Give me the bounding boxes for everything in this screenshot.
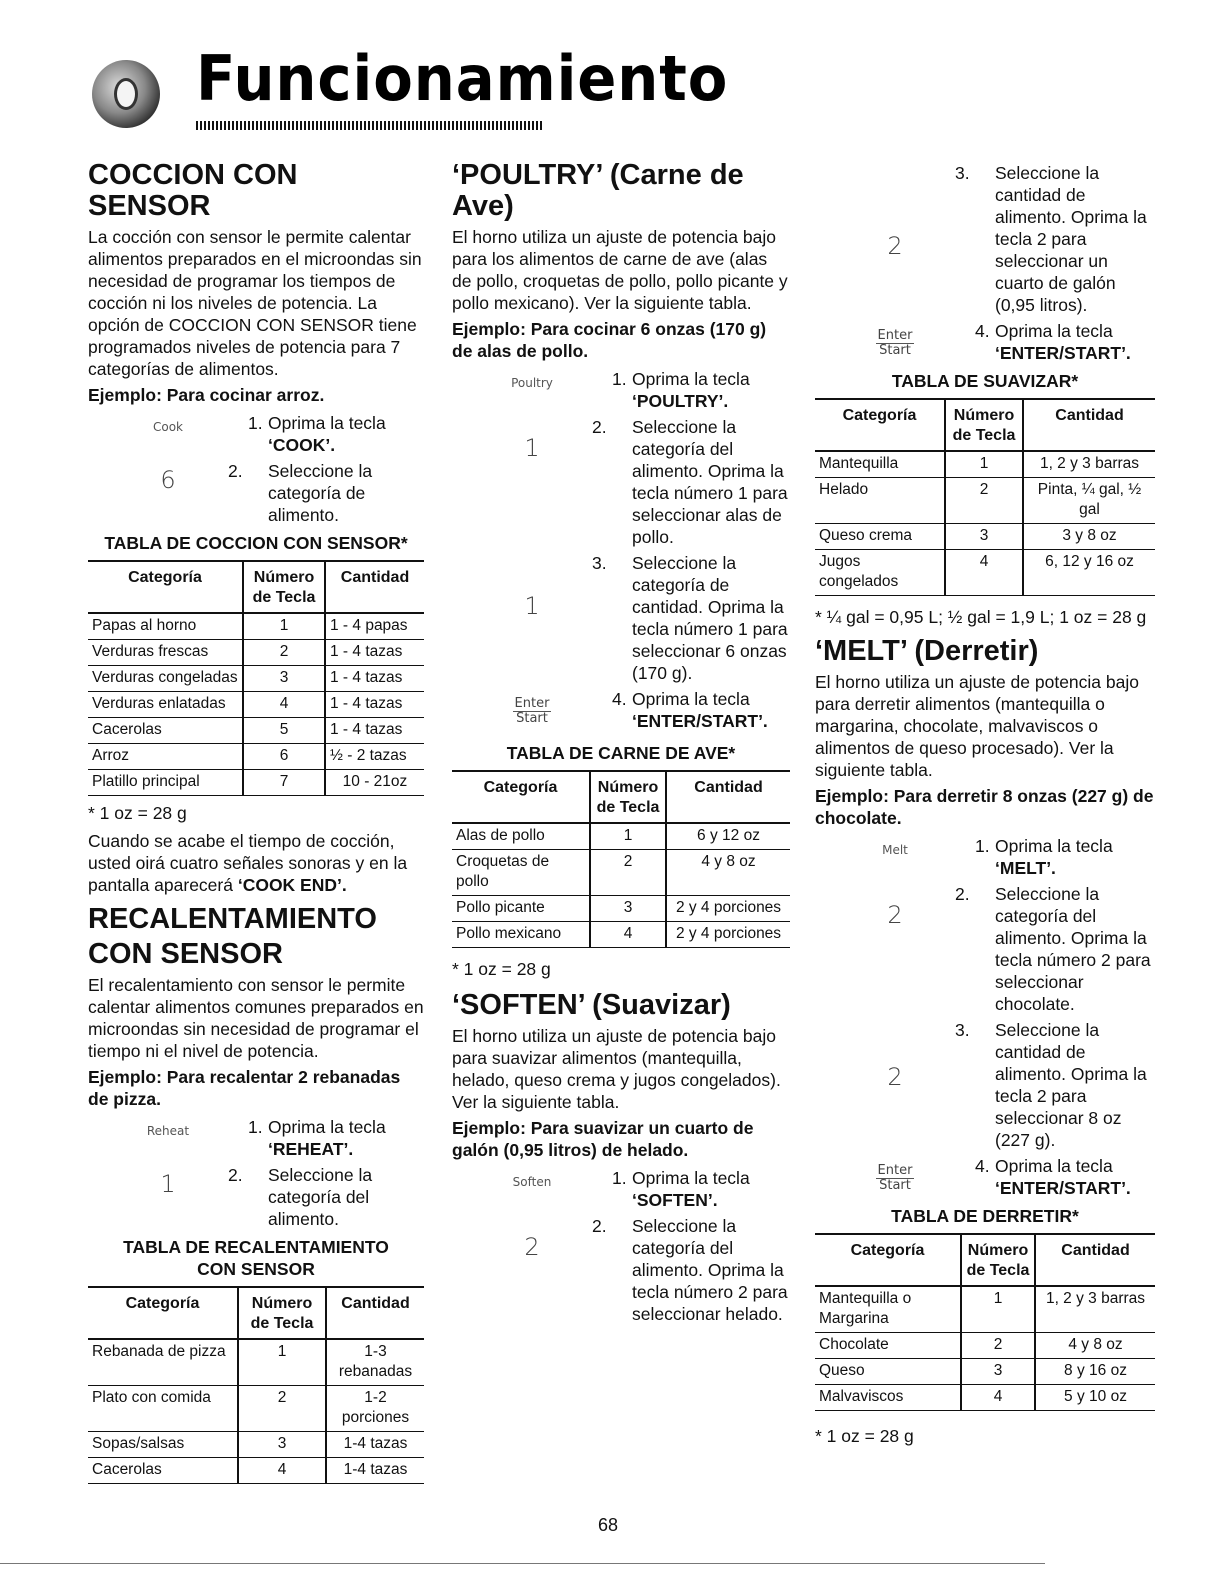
step-number: 4. xyxy=(612,689,627,709)
table-cell: 5 y 10 oz xyxy=(1035,1385,1155,1411)
table-cell: Mantequilla xyxy=(815,451,945,478)
enter-label: Enter xyxy=(514,695,550,711)
table-cell: 4 xyxy=(238,1458,326,1484)
table-cell: Sopas/salsas xyxy=(88,1432,238,1458)
soften-table-title: TABLA DE SUAVIZAR* xyxy=(891,371,1079,391)
table-cell: Jugos congelados xyxy=(815,550,945,596)
step-text: Oprima la tecla xyxy=(632,689,750,709)
table-row xyxy=(88,744,424,770)
step-number: 1. xyxy=(248,413,263,433)
step-number: 2. xyxy=(592,1216,607,1236)
table-header: Número de Tecla xyxy=(961,1234,1035,1286)
table-cell: 1, 2 y 3 barras xyxy=(1023,451,1155,478)
table-cell: Malvaviscos xyxy=(815,1385,961,1411)
poultry-footnote: * 1 oz = 28 g xyxy=(452,959,551,979)
step-key-label: ‘ENTER/START’. xyxy=(632,711,768,731)
table-cell: 4 y 8 oz xyxy=(666,850,790,896)
melt-step-4 xyxy=(815,1155,1155,1199)
table-cell: 2 xyxy=(238,1386,326,1432)
poultry-step-3 xyxy=(452,552,790,684)
number-key-icon: 2 xyxy=(887,232,903,260)
table-cell: Alas de pollo xyxy=(452,823,590,850)
table-cell: 1 - 4 tazas xyxy=(325,666,424,692)
table-cell: 2 y 4 porciones xyxy=(666,896,790,922)
table-cell: 1-2 porciones xyxy=(326,1386,424,1432)
recal-table xyxy=(88,1286,424,1484)
table-cell: 1 xyxy=(238,1339,326,1386)
table-cell: ½ - 2 tazas xyxy=(325,744,424,770)
recal-intro: El recalentamiento con sensor le permite calentar alimentos comunes preparados en microondas sin necesidad de programar el tiempo ni el nivel de potencia. xyxy=(88,975,424,1061)
table-header: Cantidad xyxy=(1023,399,1155,451)
step-text: Oprima la tecla xyxy=(268,413,386,433)
enter-start-key-icon xyxy=(815,320,975,364)
step-text: Seleccione la cantidad de alimento. Oprima la tecla 2 para seleccionar 8 oz (227 g). xyxy=(995,1020,1147,1150)
table-header: Número de Tecla xyxy=(238,1287,326,1339)
table-cell: Mantequilla o Margarina xyxy=(815,1286,961,1333)
melt-example: Ejemplo: Para derretir 8 onzas (227 g) de chocolate. xyxy=(815,786,1154,828)
table-cell: Pinta, ¼ gal, ½ gal xyxy=(1023,478,1155,524)
table-cell: Papas al horno xyxy=(88,613,243,640)
after-bold: ‘COOK END’. xyxy=(237,875,347,895)
soften-example: Ejemplo: Para suavizar un cuarto de galón (0,95 litros) de helado. xyxy=(452,1118,754,1160)
step-number: 2. xyxy=(228,461,243,481)
enter-label: Enter xyxy=(877,327,913,343)
melt-intro: El horno utiliza un ajuste de potencia bajo para derretir alimentos (mantequilla o margarina, chocolate, malvaviscos o alimentos de queso procesado). Ver la siguiente tabla. xyxy=(815,672,1139,780)
table-row xyxy=(88,640,424,666)
table-cell: Helado xyxy=(815,478,945,524)
table-row xyxy=(88,666,424,692)
table-cell: 3 xyxy=(243,666,325,692)
table-cell: 3 xyxy=(238,1432,326,1458)
table-cell: 1 xyxy=(961,1286,1035,1333)
step-number: 1. xyxy=(612,1168,627,1188)
recal-table-title-2: CON SENSOR xyxy=(197,1259,315,1279)
table-cell: Cacerolas xyxy=(88,718,243,744)
number-key-icon: 6 xyxy=(160,466,176,494)
step-text: Seleccione la cantidad de alimento. Oprima la tecla 2 para seleccionar un cuarto de galón (0,95 litros). xyxy=(995,163,1147,315)
step-key-label: ‘POULTRY’. xyxy=(632,391,729,411)
table-cell: 10 - 21oz xyxy=(325,770,424,796)
melt-title: ‘MELT’ (Derretir) xyxy=(815,635,1039,667)
step-number: 4. xyxy=(975,1156,990,1176)
column-2 xyxy=(452,160,790,1329)
table-cell: 2 xyxy=(590,850,666,896)
poultry-step-4 xyxy=(452,688,790,732)
recal-title-1: RECALENTAMIENTO xyxy=(88,903,377,935)
table-cell: 1 - 4 tazas xyxy=(325,718,424,744)
soften-title: ‘SOFTEN’ (Suavizar) xyxy=(452,989,731,1021)
table-cell: Pollo picante xyxy=(452,896,590,922)
table-row xyxy=(88,770,424,796)
step-text: Oprima la tecla xyxy=(632,1168,750,1188)
table-row xyxy=(88,1458,424,1484)
table-cell: 1 xyxy=(945,451,1023,478)
soften-key-icon: Soften xyxy=(512,1175,552,1189)
page-title: Funcionamiento xyxy=(196,42,729,115)
step-text: Seleccione la categoría del alimento. Oprima la tecla número 1 para seleccionar alas de pollo. xyxy=(632,417,788,547)
recal-step-2 xyxy=(88,1164,424,1230)
table-row xyxy=(815,1385,1155,1411)
coccion-footnote: * 1 oz = 28 g xyxy=(88,803,187,823)
soften-intro: El horno utiliza un ajuste de potencia bajo para suavizar alimentos (mantequilla, helado, queso crema y jugos congelados). Ver la siguiente tabla. xyxy=(452,1026,781,1112)
coccion-step-1 xyxy=(88,412,424,456)
start-label: Start xyxy=(879,342,911,358)
table-cell: 2 xyxy=(961,1333,1035,1359)
step-key-label: ‘COOK’. xyxy=(268,435,336,455)
table-cell: 6 xyxy=(243,744,325,770)
title-underline xyxy=(196,121,542,130)
poultry-example: Ejemplo: Para cocinar 6 onzas (170 g) de alas de pollo. xyxy=(452,319,767,361)
table-cell: 6, 12 y 16 oz xyxy=(1023,550,1155,596)
table-cell: Plato con comida xyxy=(88,1386,238,1432)
table-row xyxy=(815,1359,1155,1385)
step-text: Seleccione la categoría del alimento. Oprima la tecla número 2 para seleccionar helado. xyxy=(632,1216,788,1324)
soften-footnote: * ¼ gal = 0,95 L; ½ gal = 1,9 L; 1 oz = 28 g xyxy=(815,607,1147,627)
melt-step-2 xyxy=(815,883,1155,1015)
soften-step-4 xyxy=(815,320,1155,364)
number-key-icon: 1 xyxy=(524,434,540,462)
melt-table-title: TABLA DE DERRETIR* xyxy=(891,1206,1079,1226)
table-header: Categoría xyxy=(815,399,945,451)
poultry-key-icon: Poultry xyxy=(511,376,553,390)
number-key-icon: 1 xyxy=(524,592,540,620)
step-number: 3. xyxy=(955,163,970,183)
table-row xyxy=(88,692,424,718)
column-3 xyxy=(815,162,1155,1453)
table-cell: 7 xyxy=(243,770,325,796)
table-cell: Croquetas de pollo xyxy=(452,850,590,896)
step-key-label: ‘ENTER/START’. xyxy=(995,1178,1131,1198)
table-row xyxy=(88,1432,424,1458)
table-header: Cantidad xyxy=(1035,1234,1155,1286)
table-cell: 1-3 rebanadas xyxy=(326,1339,424,1386)
coccion-intro: La cocción con sensor le permite calentar alimentos preparados en el microondas sin necesidad de programar los tiempos de cocción ni los niveles de potencia. La opción de COCCION CON SENSOR tiene programados niveles de potencia para 7 categorías de alimentos. xyxy=(88,227,422,379)
reheat-key-icon: Reheat xyxy=(146,1124,190,1138)
column-1 xyxy=(88,160,424,1484)
table-cell: 4 xyxy=(243,692,325,718)
step-number: 3. xyxy=(955,1020,970,1040)
table-cell: Verduras congeladas xyxy=(88,666,243,692)
table-cell: 1, 2 y 3 barras xyxy=(1035,1286,1155,1333)
table-row xyxy=(88,1339,424,1386)
step-number: 2. xyxy=(228,1165,243,1185)
table-cell: 4 y 8 oz xyxy=(1035,1333,1155,1359)
table-cell: Verduras enlatadas xyxy=(88,692,243,718)
start-label: Start xyxy=(879,1177,911,1193)
soften-step-2 xyxy=(452,1215,790,1325)
table-cell: 3 xyxy=(945,524,1023,550)
table-row xyxy=(452,850,790,896)
table-cell: 2 xyxy=(945,478,1023,524)
table-cell: 1 - 4 tazas xyxy=(325,692,424,718)
start-label: Start xyxy=(516,710,548,726)
table-cell: 1 - 4 tazas xyxy=(325,640,424,666)
enter-label: Enter xyxy=(877,1162,913,1178)
step-number: 2. xyxy=(592,417,607,437)
melt-table xyxy=(815,1233,1155,1411)
dial-icon xyxy=(92,60,160,128)
table-cell: Verduras frescas xyxy=(88,640,243,666)
table-cell: Queso xyxy=(815,1359,961,1385)
table-cell: 6 y 12 oz xyxy=(666,823,790,850)
table-header: Categoría xyxy=(88,1287,238,1339)
table-row xyxy=(452,922,790,948)
table-header: Categoría xyxy=(452,771,590,823)
recal-step-1 xyxy=(88,1116,424,1160)
number-key-icon: 2 xyxy=(887,901,903,929)
poultry-intro: El horno utiliza un ajuste de potencia bajo para los alimentos de carne de ave (alas de pollo, croquetas de pollo, pollo picante y pollo mexicano). Ver la siguiente tabla. xyxy=(452,227,788,313)
step-key-label: ‘SOFTEN’. xyxy=(632,1190,718,1210)
table-header: Número de Tecla xyxy=(590,771,666,823)
step-text: Oprima la tecla xyxy=(995,836,1113,856)
table-cell: 1-4 tazas xyxy=(326,1458,424,1484)
step-text: Seleccione la categoría del alimento. Oprima la tecla número 2 para seleccionar chocolate. xyxy=(995,884,1151,1014)
recal-title-2: CON SENSOR xyxy=(88,938,283,970)
table-row xyxy=(815,524,1155,550)
table-header: Número de Tecla xyxy=(243,561,325,613)
poultry-title: ‘POULTRY’ (Carne de Ave) xyxy=(452,159,744,222)
recal-table-title-1: TABLA DE RECALENTAMIENTO xyxy=(123,1237,389,1257)
table-row xyxy=(452,823,790,850)
table-cell: 1 xyxy=(590,823,666,850)
step-number: 1. xyxy=(612,369,627,389)
soften-step-3 xyxy=(815,162,1155,316)
table-cell: 4 xyxy=(945,550,1023,596)
melt-step-1 xyxy=(815,835,1155,879)
table-row xyxy=(815,478,1155,524)
step-text: Seleccione la categoría de alimento. xyxy=(268,461,373,525)
footer-rule xyxy=(0,1563,1045,1564)
table-cell: 2 xyxy=(243,640,325,666)
coccion-title: COCCION CON SENSOR xyxy=(88,159,298,222)
table-cell: 2 y 4 porciones xyxy=(666,922,790,948)
melt-footnote: * 1 oz = 28 g xyxy=(815,1426,914,1446)
page-number: 68 xyxy=(598,1515,619,1535)
step-number: 2. xyxy=(955,884,970,904)
recal-example: Ejemplo: Para recalentar 2 rebanadas de pizza. xyxy=(88,1067,401,1109)
table-row xyxy=(88,1386,424,1432)
enter-start-key-icon xyxy=(452,688,612,732)
table-cell: 1-4 tazas xyxy=(326,1432,424,1458)
poultry-table xyxy=(452,770,790,948)
table-row xyxy=(815,451,1155,478)
poultry-step-1 xyxy=(452,368,790,412)
poultry-step-2 xyxy=(452,416,790,548)
table-cell: 3 xyxy=(590,896,666,922)
table-row xyxy=(452,896,790,922)
number-key-icon: 2 xyxy=(887,1063,903,1091)
coccion-after xyxy=(88,830,424,896)
table-header: Cantidad xyxy=(325,561,424,613)
table-cell: 1 xyxy=(243,613,325,640)
table-cell: Cacerolas xyxy=(88,1458,238,1484)
table-cell: Rebanada de pizza xyxy=(88,1339,238,1386)
table-row xyxy=(815,1333,1155,1359)
melt-step-3 xyxy=(815,1019,1155,1151)
table-cell: 3 xyxy=(961,1359,1035,1385)
step-key-label: ‘REHEAT’. xyxy=(268,1139,354,1159)
soften-table xyxy=(815,398,1155,596)
soften-step-1 xyxy=(452,1167,790,1211)
cook-key-icon: Cook xyxy=(152,420,183,434)
table-cell: 5 xyxy=(243,718,325,744)
table-cell: Chocolate xyxy=(815,1333,961,1359)
table-cell: 1 - 4 papas xyxy=(325,613,424,640)
table-header: Cantidad xyxy=(666,771,790,823)
number-key-icon: 2 xyxy=(524,1233,540,1261)
step-number: 1. xyxy=(248,1117,263,1137)
number-key-icon: 1 xyxy=(160,1170,176,1198)
step-key-label: ‘MELT’. xyxy=(995,858,1056,878)
table-row xyxy=(815,1286,1155,1333)
table-row xyxy=(88,613,424,640)
table-cell: Pollo mexicano xyxy=(452,922,590,948)
table-cell: Platillo principal xyxy=(88,770,243,796)
table-header: Categoría xyxy=(815,1234,961,1286)
step-text: Seleccione la categoría del alimento. xyxy=(268,1165,373,1229)
table-header: Categoría xyxy=(88,561,243,613)
step-key-label: ‘ENTER/START’. xyxy=(995,343,1131,363)
step-text: Oprima la tecla xyxy=(268,1117,386,1137)
step-text: Oprima la tecla xyxy=(995,321,1113,341)
enter-start-key-icon xyxy=(815,1155,975,1199)
step-number: 1. xyxy=(975,836,990,856)
table-header: Número de Tecla xyxy=(945,399,1023,451)
after-text: Cuando se acabe el tiempo de cocción, usted oirá cuatro señales sonoras y en la pantalla aparecerá xyxy=(88,831,408,895)
table-row xyxy=(815,550,1155,596)
table-cell: Arroz xyxy=(88,744,243,770)
step-text: Oprima la tecla xyxy=(632,369,750,389)
table-cell: Queso crema xyxy=(815,524,945,550)
table-row xyxy=(88,718,424,744)
table-cell: 4 xyxy=(961,1385,1035,1411)
coccion-example: Ejemplo: Para cocinar arroz. xyxy=(88,385,325,405)
melt-key-icon: Melt xyxy=(882,843,908,857)
table-cell: 3 y 8 oz xyxy=(1023,524,1155,550)
table-cell: 4 xyxy=(590,922,666,948)
step-text: Seleccione la categoría de cantidad. Oprima la tecla número 1 para seleccionar 6 onzas (170 g). xyxy=(632,553,788,683)
step-number: 4. xyxy=(975,321,990,341)
table-header: Cantidad xyxy=(326,1287,424,1339)
step-number: 3. xyxy=(592,553,607,573)
coccion-table xyxy=(88,560,424,796)
table-cell: 8 y 16 oz xyxy=(1035,1359,1155,1385)
step-text: Oprima la tecla xyxy=(995,1156,1113,1176)
coccion-table-title: TABLA DE COCCION CON SENSOR* xyxy=(104,533,408,553)
poultry-table-title: TABLA DE CARNE DE AVE* xyxy=(506,743,736,763)
coccion-step-2 xyxy=(88,460,424,526)
